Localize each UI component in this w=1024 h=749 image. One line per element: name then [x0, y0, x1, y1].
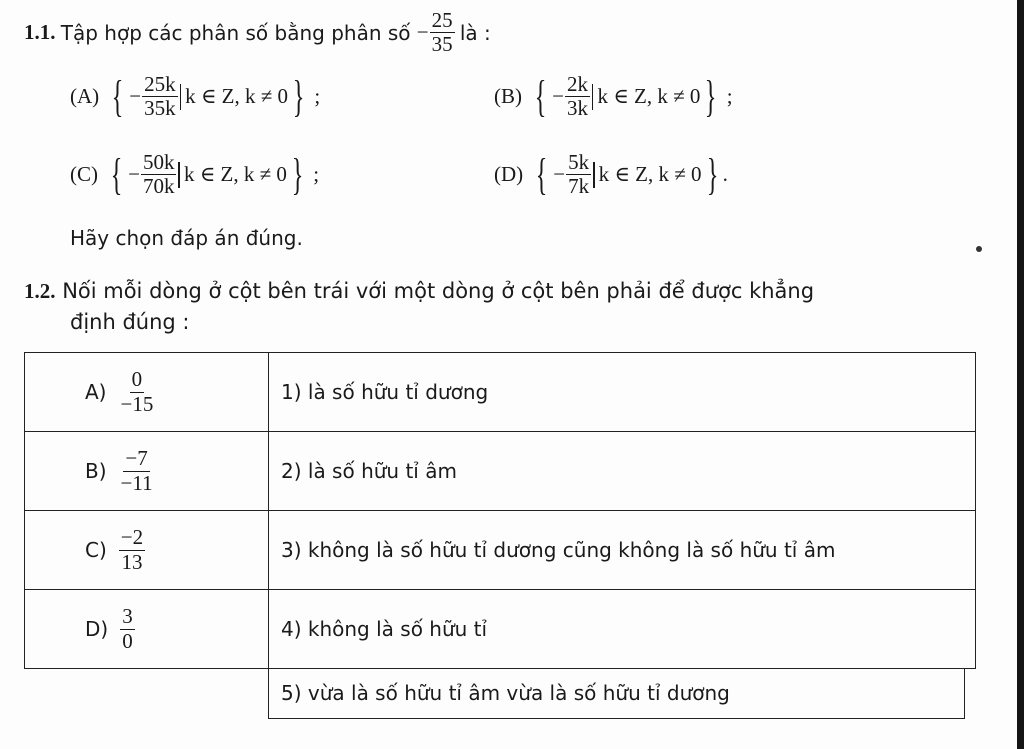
right-cell-3[interactable]: 3) không là số hữu tỉ dương cũng không là số hữu tỉ âm	[269, 511, 976, 590]
right-cell-2[interactable]: 2) là số hữu tỉ âm	[269, 432, 976, 511]
fraction-denominator: 35	[431, 32, 453, 57]
question-1-1-text: Tập hợp các phân số bằng phân số	[60, 20, 411, 45]
right-edge-border	[1017, 0, 1024, 749]
question-1-1-number: 1.1.	[24, 20, 56, 45]
left-cell-a[interactable]	[25, 353, 269, 432]
left-numerator: −7	[125, 446, 148, 471]
option-label: (B)	[494, 84, 522, 109]
set-condition: k ∈ Z, k ≠ 0	[183, 162, 287, 187]
table-row	[25, 432, 976, 511]
left-fraction	[120, 606, 135, 652]
left-label: A)	[85, 380, 107, 404]
set-condition: k ∈ Z, k ≠ 0	[598, 162, 702, 187]
option-c[interactable]	[70, 149, 320, 199]
right-cell-5[interactable]: 5) vừa là số hữu tỉ âm vừa là số hữu tỉ dương	[268, 668, 965, 719]
left-label: B)	[85, 459, 107, 483]
option-end: ;	[726, 84, 733, 109]
right-cell-4[interactable]: 4) không là số hữu tỉ	[269, 590, 976, 669]
left-denominator: 13	[121, 549, 143, 574]
table-row	[25, 353, 976, 432]
option-label: (C)	[70, 162, 98, 187]
option-denominator: 7k	[568, 174, 590, 199]
stray-mark	[976, 246, 982, 252]
left-fraction	[119, 448, 155, 494]
left-label: D)	[85, 617, 109, 641]
option-d[interactable]	[494, 149, 728, 199]
fraction-sign: −	[416, 20, 429, 45]
option-denominator: 35k	[144, 96, 176, 121]
question-1-2-text: Nối mỗi dòng ở cột bên trái với một dòng ở cột bên phải để được khẳng	[62, 279, 815, 303]
option-b[interactable]	[494, 71, 733, 121]
matching-table	[24, 352, 976, 669]
option-end: ;	[313, 162, 320, 187]
left-denominator: 0	[122, 628, 133, 653]
table-row	[25, 590, 976, 669]
option-label: (A)	[70, 84, 100, 109]
question-1-2-title	[24, 279, 814, 304]
question-1-2-number: 1.2.	[24, 279, 56, 303]
question-1-1-fraction	[430, 10, 455, 56]
left-cell-b[interactable]	[25, 432, 269, 511]
option-end: ;	[314, 84, 321, 109]
question-1-1-title	[24, 10, 491, 56]
option-a[interactable]	[70, 71, 321, 121]
left-fraction	[119, 527, 145, 573]
left-fraction	[118, 369, 155, 415]
fraction-numerator: 25	[431, 8, 453, 32]
left-label: C)	[85, 538, 107, 562]
option-numerator: 25k	[144, 72, 176, 96]
left-numerator: −2	[120, 525, 144, 550]
left-cell-d[interactable]	[25, 590, 269, 669]
set-expression: { − $\frac{5k}{7k}$ k ∈ Z, k ≠ 0 }	[535, 149, 718, 199]
left-denominator: −15	[120, 391, 154, 416]
set-condition: k ∈ Z, k ≠ 0	[597, 84, 701, 109]
set-expression: { − $\frac{25k}{35k}$ k ∈ Z, k ≠ 0 }	[111, 71, 305, 121]
option-end: .	[722, 162, 728, 187]
right-cell-1[interactable]: 1) là số hữu tỉ dương	[269, 353, 976, 432]
instruction-text: Hãy chọn đáp án đúng.	[70, 226, 303, 250]
set-condition: k ∈ Z, k ≠ 0	[185, 84, 289, 109]
table-row	[25, 511, 976, 590]
question-1-2-text-line2: định đúng :	[70, 310, 190, 334]
option-denominator: 70k	[142, 174, 175, 199]
left-denominator: −11	[120, 470, 153, 495]
question-1-1-tail: là :	[459, 20, 491, 45]
option-numerator: 50k	[142, 150, 175, 174]
option-denominator: 3k	[566, 96, 588, 121]
option-numerator: 5k	[568, 150, 590, 174]
set-expression: { − $\frac{50k}{70k}$ k ∈ Z, k ≠ 0 }	[110, 149, 304, 199]
left-numerator: 0	[131, 367, 143, 392]
left-cell-c[interactable]	[25, 511, 269, 590]
set-expression: { − $\frac{2k}{3k}$ k ∈ Z, k ≠ 0 }	[534, 71, 717, 121]
option-label: (D)	[494, 162, 524, 187]
left-numerator: 3	[122, 604, 133, 629]
option-numerator: 2k	[566, 72, 588, 96]
